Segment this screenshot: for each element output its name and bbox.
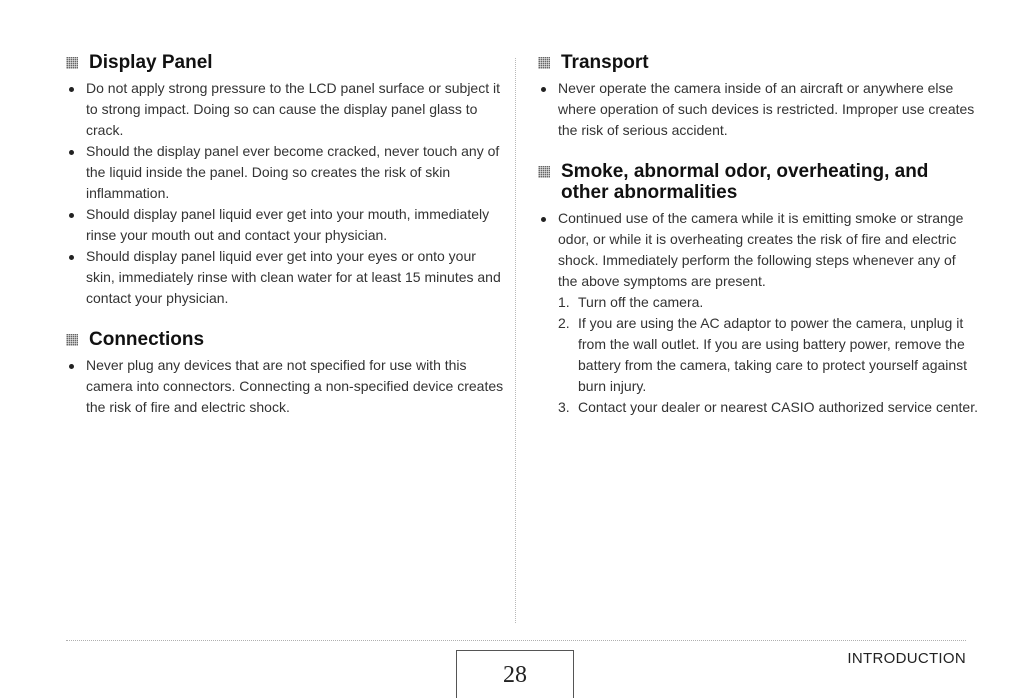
bullet-icon — [541, 217, 546, 222]
step-text: If you are using the AC adaptor to power the camera, unplug it from the wall outlet. If you are using battery power, remove the battery from the camera, taking care to protect yourself against burn injury. — [578, 315, 968, 394]
step-item — [558, 313, 978, 397]
section-heading-smoke — [538, 161, 978, 203]
bullet-icon — [69, 213, 74, 218]
list-item — [538, 208, 978, 292]
list-item — [66, 141, 506, 204]
page-number: 28 — [503, 662, 527, 688]
bullet-icon — [69, 150, 74, 155]
smoke-steps — [538, 292, 978, 418]
section-heading-connections — [66, 329, 506, 350]
bullet-icon — [69, 255, 74, 260]
step-text: Contact your dealer or nearest CASIO authorized service center. — [578, 399, 978, 415]
list-item — [66, 246, 506, 309]
heading-text: Transport — [561, 52, 649, 73]
connections-section — [66, 329, 506, 418]
step-item — [558, 292, 978, 313]
step-number: 2. — [558, 315, 570, 331]
smoke-section — [538, 161, 978, 418]
list-item — [66, 204, 506, 246]
transport-list — [538, 78, 978, 141]
step-item — [558, 397, 978, 418]
list-item-text: Should display panel liquid ever get into your eyes or onto your skin, immediately rinse with clean water for at least 15 minutes and contact your physician. — [86, 248, 501, 306]
connections-list — [66, 355, 506, 418]
column-divider — [515, 58, 516, 623]
list-item — [66, 355, 506, 418]
display-panel-section — [66, 52, 506, 309]
list-item — [66, 78, 506, 141]
section-heading-transport — [538, 52, 978, 73]
transport-section — [538, 52, 978, 141]
display-panel-list — [66, 78, 506, 309]
list-item-text: Should the display panel ever become cracked, never touch any of the liquid inside the panel. Doing so creates the risk of skin inflammation. — [86, 143, 500, 201]
section-marker-icon — [66, 334, 78, 346]
list-item-text: Never plug any devices that are not specified for use with this camera into connectors. Connecting a non-specified device creates the risk of fire and electric shock. — [86, 357, 504, 415]
section-marker-icon — [538, 57, 550, 69]
right-column — [538, 52, 978, 418]
footer-rule — [66, 640, 966, 641]
footer-section-label: INTRODUCTION — [847, 650, 966, 667]
heading-line-2: other abnormalities — [561, 182, 738, 203]
step-number: 1. — [558, 294, 570, 310]
heading-text: Connections — [89, 329, 205, 350]
heading-text — [561, 161, 928, 203]
list-item-text: Should display panel liquid ever get into your mouth, immediately rinse your mouth out and contact your physician. — [86, 206, 490, 243]
section-heading-display-panel — [66, 52, 506, 73]
heading-line-1: Smoke, abnormal odor, overheating, and — [561, 161, 929, 182]
step-text: Turn off the camera. — [578, 294, 704, 310]
list-item-text: Continued use of the camera while it is emitting smoke or strange odor, or while it is overheating creates the risk of fire and electric shock. Immediately perform the following steps whenever any of the above symptoms are present. — [558, 210, 964, 289]
section-marker-icon — [66, 57, 78, 69]
left-column — [66, 52, 506, 418]
smoke-list — [538, 208, 978, 292]
bullet-icon — [541, 87, 546, 92]
heading-text: Display Panel — [89, 52, 213, 73]
section-marker-icon — [538, 166, 550, 178]
list-item-text: Never operate the camera inside of an aircraft or anywhere else where operation of such devices is restricted. Improper use creates the risk of serious accident. — [558, 80, 975, 138]
list-item-text: Do not apply strong pressure to the LCD panel surface or subject it to strong impact. Doing so can cause the display panel glass to crack. — [86, 80, 500, 138]
page-number-box — [456, 650, 574, 698]
bullet-icon — [69, 364, 74, 369]
bullet-icon — [69, 87, 74, 92]
list-item — [538, 78, 978, 141]
step-number: 3. — [558, 399, 570, 415]
